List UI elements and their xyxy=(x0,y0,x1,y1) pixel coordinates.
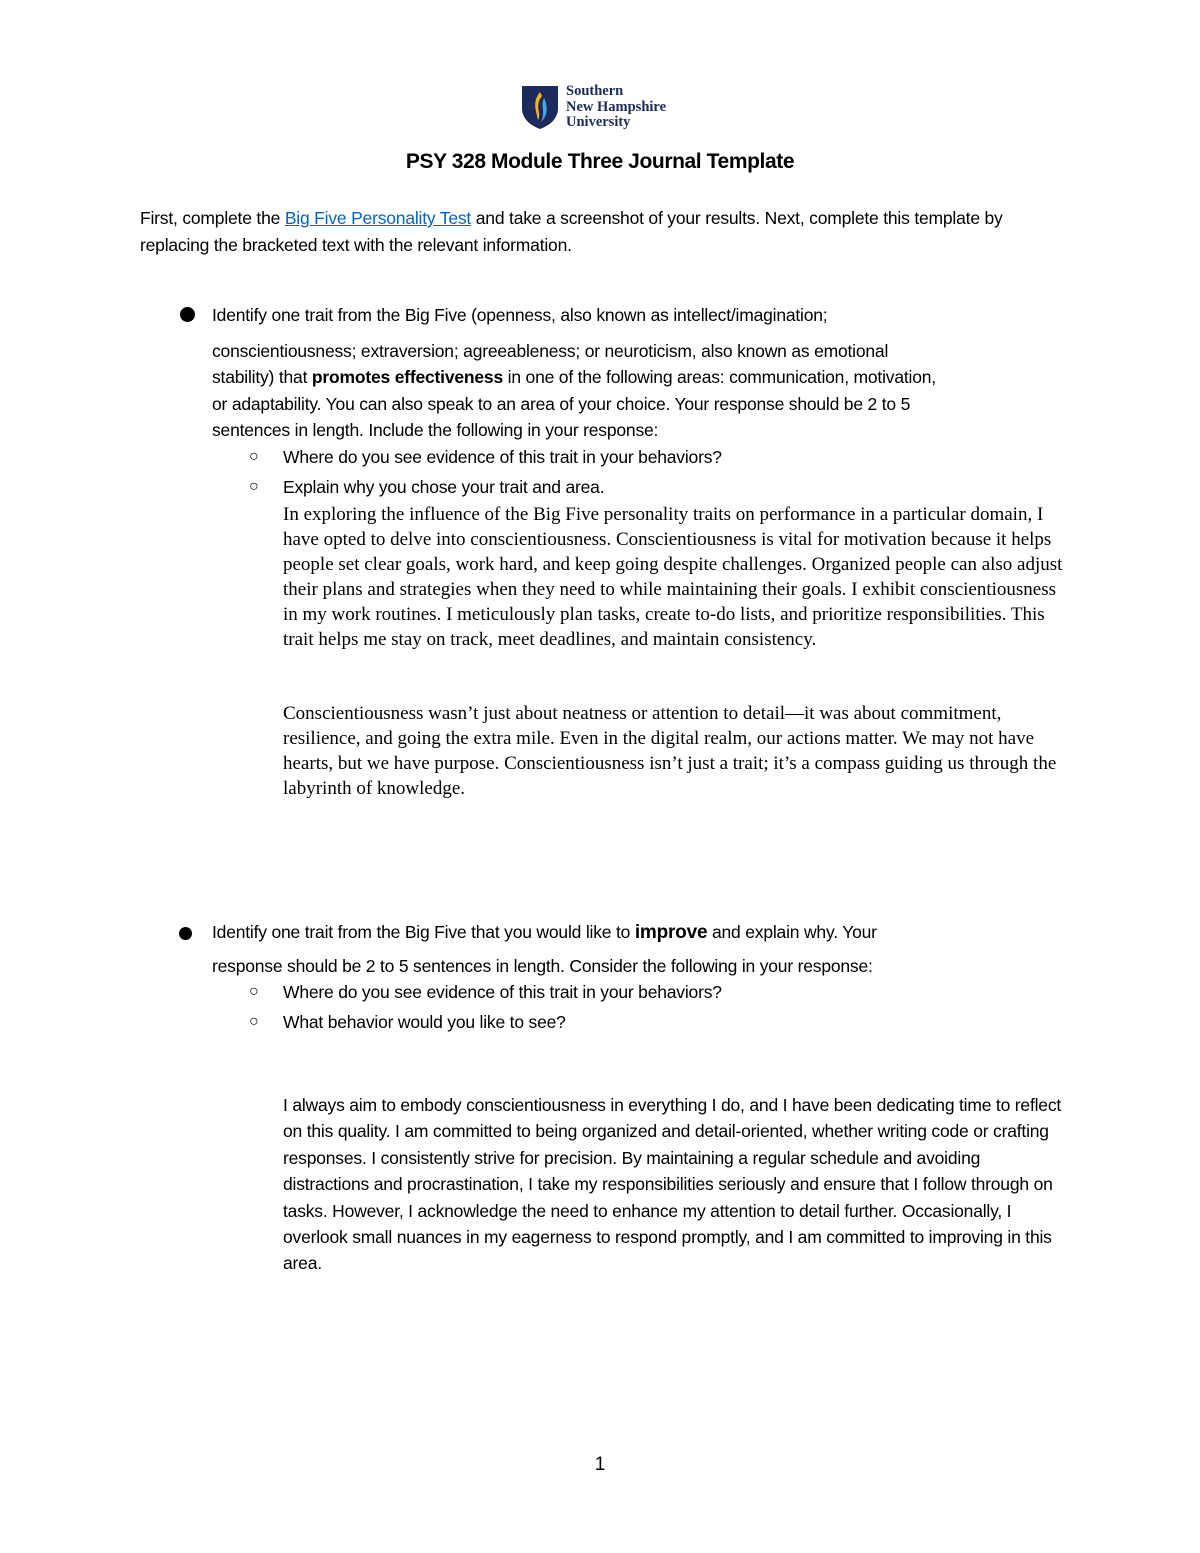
section1-line5: sentences in length. Include the following in your response: xyxy=(212,420,659,440)
text: stability) that xyxy=(212,367,312,387)
circle-bullet-icon: ○ xyxy=(249,448,259,465)
logo-text-line3: University xyxy=(566,114,631,130)
section1-response-p2: Conscientiousness wasn’t just about neatness or attention to detail—it was about commitment, resilience, and going the extra mile. Even in the digital realm, our actions matter. We may not have hearts, but we have purpose. Conscientiousness isn’t just a trait; it’s a compass guiding us through the labyrinth of knowledge. xyxy=(283,703,1057,799)
section2-response: I always aim to embody conscientiousness in everything I do, and I have been dedicating time to reflect on this quality. I am committed to being organized and detail-oriented, whether writing code or crafting responses. I consistently strive for precision. By maintaining a regular schedule and avoiding distractions and procrastination, I take my responsibilities seriously and ensure that I follow through on tasks. However, I acknowledge the need to enhance my attention to detail further. Occasionally, I overlook small nuances in my eagerness to respond promptly, and I am committed to improving in this area. xyxy=(283,1095,1062,1274)
section2-line2: response should be 2 to 5 sentences in length. Consider the following in your response: xyxy=(212,956,873,976)
bullet-icon xyxy=(179,927,192,940)
section1-line1: Identify one trait from the Big Five (openness, also known as intellect/imagination; xyxy=(212,305,828,325)
snhu-logo xyxy=(520,84,666,131)
section2-sub-bullet: What behavior would you like to see? xyxy=(283,1012,566,1032)
section1-line2: conscientiousness; extraversion; agreeableness; or neuroticism, also known as emotional xyxy=(212,341,889,361)
section2-line1 xyxy=(212,922,877,944)
logo-text-line1: Southern xyxy=(566,83,624,99)
section1-sub-bullet: Where do you see evidence of this trait in your behaviors? xyxy=(283,447,722,467)
circle-bullet-icon: ○ xyxy=(249,1013,259,1030)
intro-paragraph xyxy=(140,205,1060,259)
shield-flame-icon xyxy=(520,84,560,130)
intro-text-cont: and take a screenshot of your results. Next, complete this template by replacing the bracketed text with the relevant information. xyxy=(140,208,1003,255)
logo-text-line2: New Hampshire xyxy=(566,98,667,115)
text: in one of the following areas: communication, motivation, xyxy=(503,367,936,387)
section1-response-p1: In exploring the influence of the Big Five personality traits on performance in a particular domain, I have opted to delve into conscientiousness. Conscientiousness is vital for motivation because it helps people set clear goals, work hard, and keep going despite challenges. Organized people can also adjust their plans and strategies when they need to while maintaining their goals. I exhibit conscientiousness in my work routines. I meticulously plan tasks, create to-do lists, and prioritize responsibilities. This trait helps me stay on track, meet deadlines, and maintain consistency. xyxy=(283,504,1063,650)
section2-sub-bullet: Where do you see evidence of this trait in your behaviors? xyxy=(283,982,722,1002)
emphasis: promotes effectiveness xyxy=(311,367,503,387)
section1-line4: or adaptability. You can also speak to an area of your choice. Your response should be 2 to 5 xyxy=(212,394,911,414)
circle-bullet-icon: ○ xyxy=(249,983,259,1000)
big-five-test-link[interactable]: Big Five Personality Test xyxy=(284,208,472,228)
emphasis: improve xyxy=(634,922,708,943)
text: Identify one trait from the Big Five that you would like to xyxy=(212,922,635,942)
section1-sub-bullet: Explain why you chose your trait and area. xyxy=(283,477,605,497)
page-number: 1 xyxy=(594,1454,606,1475)
text: and explain why. Your xyxy=(707,922,877,942)
page-title: PSY 328 Module Three Journal Template xyxy=(405,150,795,173)
section1-line3 xyxy=(212,367,936,388)
intro-text: First, complete the xyxy=(140,208,285,228)
bullet-icon xyxy=(180,307,195,322)
circle-bullet-icon: ○ xyxy=(249,478,259,495)
